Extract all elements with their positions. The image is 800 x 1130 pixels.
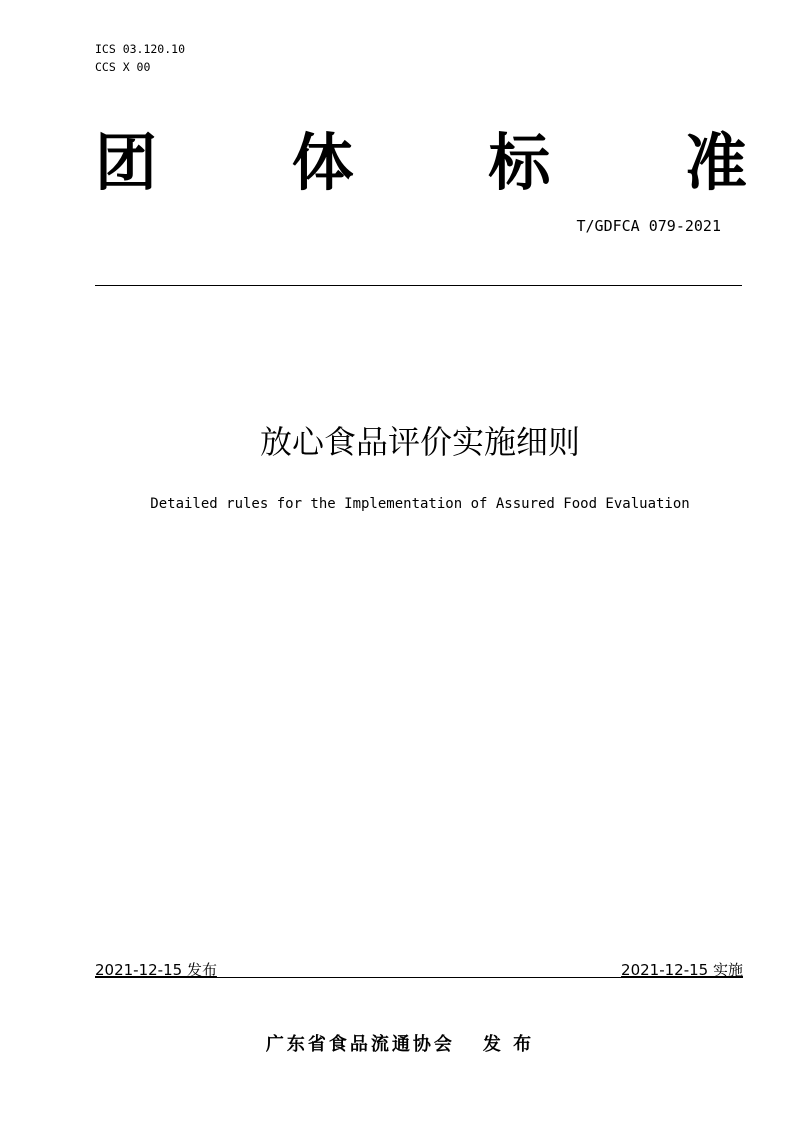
document-title-chinese: 放心食品评价实施细则 bbox=[259, 423, 580, 461]
ics-code: ICS 03.120.10 bbox=[95, 42, 186, 56]
header-divider bbox=[95, 285, 742, 286]
standard-type-char: 准 bbox=[684, 126, 747, 199]
standard-type-char: 体 bbox=[291, 126, 354, 199]
standard-type-heading bbox=[95, 128, 747, 198]
footer-divider bbox=[95, 977, 743, 978]
standard-type-char: 标 bbox=[488, 126, 551, 199]
implementation-date: 2021-12-15 实施 bbox=[621, 961, 743, 979]
ccs-code: CCS X 00 bbox=[95, 60, 151, 74]
release-date: 2021-12-15 发布 bbox=[95, 961, 217, 979]
document-title-english: Detailed rules for the Implementation of Assured Food Evaluation bbox=[150, 496, 690, 512]
publisher-line bbox=[0, 1030, 800, 1056]
publisher-org: 广东省食品流通协会 bbox=[265, 1034, 455, 1055]
classification-codes bbox=[95, 40, 185, 76]
standard-type-char: 团 bbox=[95, 126, 158, 199]
publisher-action: 发 布 bbox=[482, 1034, 535, 1055]
standard-number: T/GDFCA 079-2021 bbox=[576, 217, 721, 235]
